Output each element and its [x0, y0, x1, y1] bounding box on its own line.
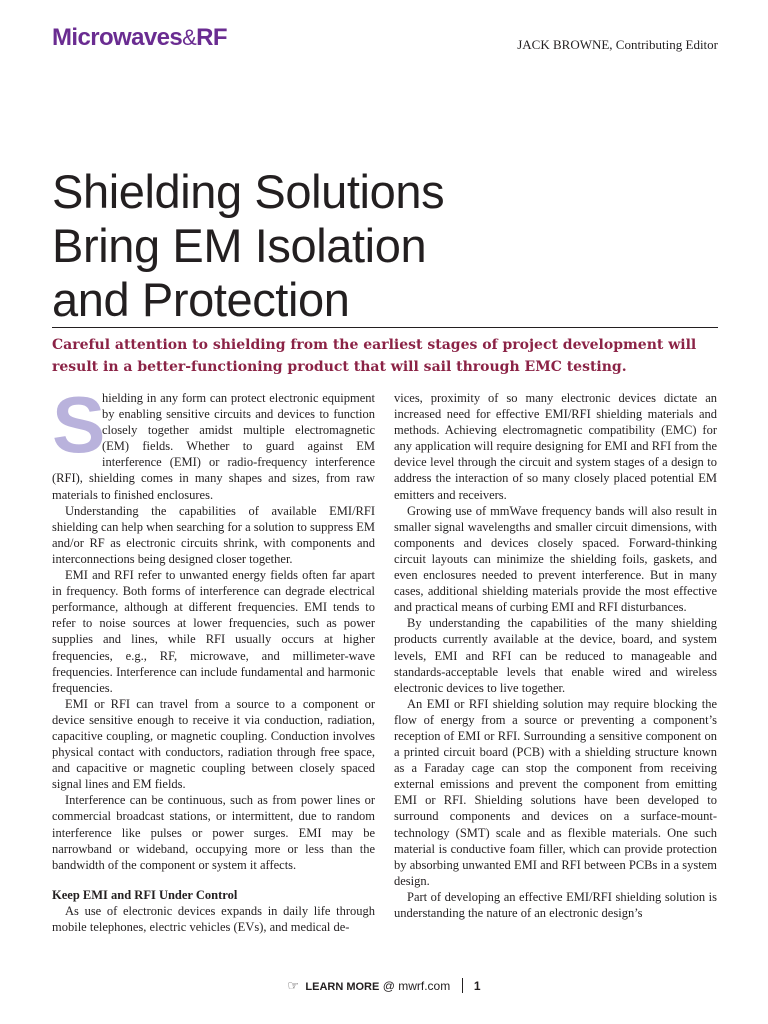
- logo-main-text: Microwaves: [52, 24, 183, 51]
- body-paragraph: An EMI or RFI shielding solution may require blocking the flow of energy from a source or preventing a component’s reception of EMI or RFI. Surrounding a sensitive component on a printed circuit board (PCB) with a shielding structure known as a Faraday cage can stop the component from receiving external emissions and prevent the component from emitting EMI or RFI. Shielding solutions have been developed to surround components and devices on a surface-mount-technology (SMT) scale and as flexible materials. One such material is conductive foam filler, which can provide protection by absorbing unwanted EMI and RFI between PCBs in a system design.: [394, 696, 717, 888]
- section-subhead: Keep EMI and RFI Under Control: [52, 887, 238, 902]
- article-title: [52, 165, 718, 327]
- pointing-hand-icon: ☞: [287, 978, 300, 993]
- learn-more-link[interactable]: LEARN MORE: [305, 981, 380, 993]
- article-deck: [52, 334, 718, 378]
- body-paragraph: hielding in any form can protect electronic equipment by enabling sensitive circuits and devices to function closely together amidst multiple electromagnetic (EM) fields. Whether to guard against EM interference (EMI) or radio-frequency interference (RFI), shielding comes in many shapes and sizes, from raw materials to finished enclosures.: [52, 391, 375, 502]
- drop-cap: S: [52, 380, 106, 469]
- body-paragraph: EMI and RFI refer to unwanted energy fields often far apart in frequency. Both forms of interference can degrade electrical performance, although at different frequencies. EMI tends to refer to noise sources at lower frequencies, such as power supplies and lines, while RFI usually occurs at higher frequencies, e.g., RF, microwave, and millimeter-wave frequencies. Interference can include fundamental and harmonic frequencies.: [52, 568, 375, 695]
- title-line-2: Bring EM Isolation: [52, 219, 427, 272]
- body-paragraph: vices, proximity of so many electronic devices dictate an increased need for effective EMI/RFI shielding materials and methods. Achieving electromagnetic compatibility (EMC) for any application will require designing for EMI and RFI from the device level through the circuit and system stages of a design to address the interaction of so many closely placed potential EM emitters and receivers.: [394, 391, 717, 502]
- site-url-link[interactable]: mwrf.com: [398, 979, 451, 993]
- body-paragraph: As use of electronic devices expands in daily life through mobile telephones, electric vehicles (EVs), and medical de-: [52, 903, 375, 934]
- title-line-3: and Protection: [52, 273, 350, 326]
- logo-ampersand: &: [182, 25, 197, 50]
- deck-line-2: result in a better-functioning product that will sail through EMC testing.: [52, 359, 627, 375]
- author-byline: JACK BROWNE, Contributing Editor: [517, 37, 718, 52]
- title-line-1: Shielding Solutions: [52, 165, 445, 218]
- body-paragraph: Growing use of mmWave frequency bands will also result in smaller signal wavelengths and smaller circuit dimensions, with components and devices closely spaced. Forward-thinking circuit layouts can minimize the shielding foils, gaskets, and even enclosures needed to prevent interference. But in many cases, additional shielding materials provide the most effective and practical means of curbing EMI and RFI disturbances.: [394, 503, 717, 615]
- body-paragraph: Understanding the capabilities of available EMI/RFI shielding can help when searching for a solution to suppress EM and/or RF as electronic circuits shrink, with components and interconnections being designed closer together.: [52, 503, 375, 566]
- body-paragraph: Part of developing an effective EMI/RFI shielding solution is understanding the nature of an electronic design’s: [394, 889, 717, 920]
- logo-rf-text: RF: [196, 24, 227, 51]
- page-footer: [0, 978, 768, 998]
- body-column-left: [52, 380, 375, 935]
- body-paragraph: EMI or RFI can travel from a source to a component or device sensitive enough to receive it via conduction, radiation, capacitive coupling, or magnetic coupling. Conduction involves physical contact with conductors, radiation through free space, and capacitive or magnetic coupling between closely spaced signal lines and EM fields.: [52, 696, 375, 792]
- body-paragraph: Interference can be continuous, such as from power lines or commercial broadcast stations, or intermittent, due to random interference like pulses or power surges. EMI may be narrowband or wideband, occupying more or less than the bandwidth of the component or system it affects.: [52, 793, 375, 872]
- publication-logo[interactable]: [52, 24, 227, 52]
- at-symbol: @: [382, 979, 395, 993]
- title-divider: [52, 327, 718, 328]
- masthead: [52, 22, 718, 56]
- deck-line-1: Careful attention to shielding from the earliest stages of project development will: [52, 337, 697, 353]
- body-paragraph: By understanding the capabilities of the many shielding products currently available at the device, board, and system levels, EMI and RFI can be reduced to manageable and standards-acceptable levels that enable wired and wireless electronic devices to live together.: [394, 616, 717, 695]
- footer-divider: [462, 978, 463, 993]
- page-number: 1: [473, 979, 481, 993]
- body-column-right: [394, 390, 717, 921]
